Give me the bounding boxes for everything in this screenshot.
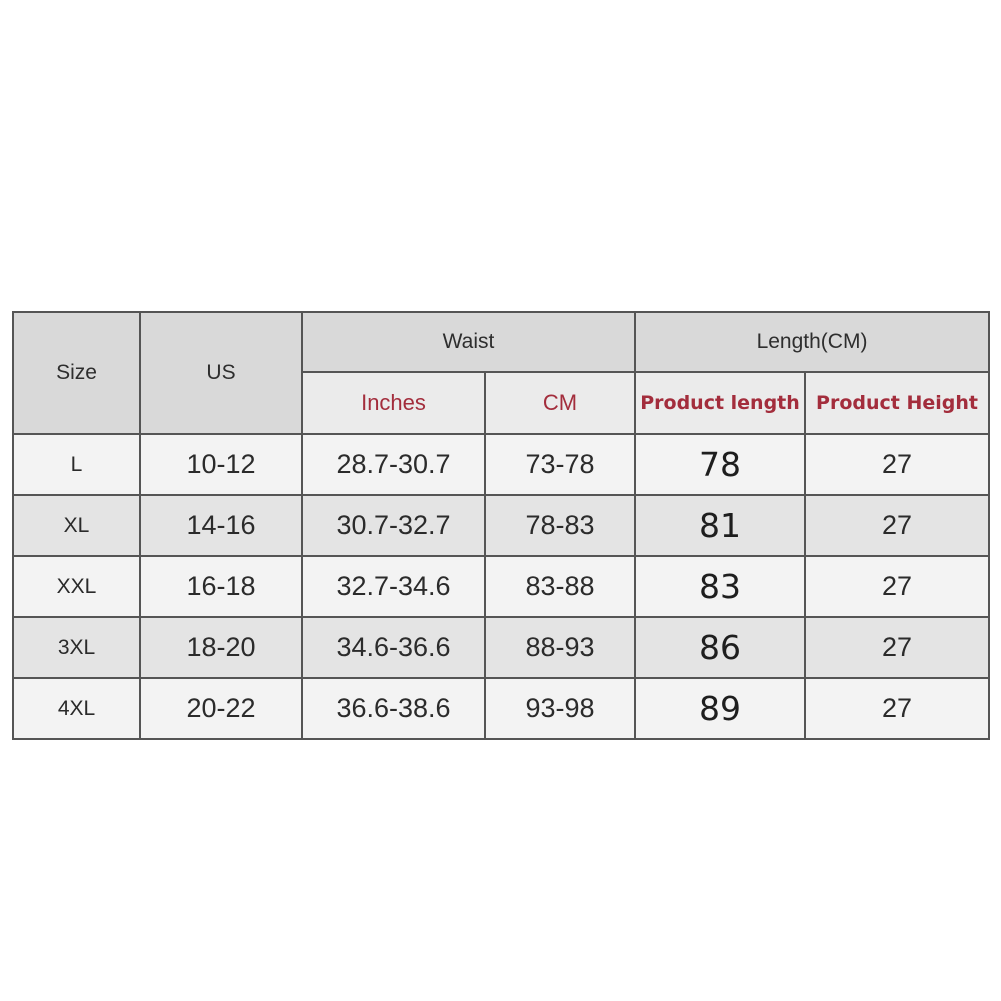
subheader-inches: Inches: [302, 372, 485, 434]
cell-size: L: [13, 434, 140, 495]
header-us: US: [140, 312, 302, 434]
cell-size: 4XL: [13, 678, 140, 739]
cell-product-height: 27: [805, 495, 989, 556]
table-row: [13, 556, 989, 617]
size-chart-container: [12, 311, 990, 740]
header-waist: Waist: [302, 312, 635, 372]
table-row: [13, 495, 989, 556]
cell-size: 3XL: [13, 617, 140, 678]
cell-product-length: 78: [635, 434, 805, 495]
cell-us: 18-20: [140, 617, 302, 678]
cell-cm: 78-83: [485, 495, 635, 556]
subheader-cm: CM: [485, 372, 635, 434]
table-row: [13, 617, 989, 678]
cell-size: XL: [13, 495, 140, 556]
cell-inches: 34.6-36.6: [302, 617, 485, 678]
header-size: Size: [13, 312, 140, 434]
table-row: [13, 678, 989, 739]
cell-cm: 83-88: [485, 556, 635, 617]
cell-product-height: 27: [805, 678, 989, 739]
cell-us: 20-22: [140, 678, 302, 739]
cell-product-height: 27: [805, 617, 989, 678]
subheader-product-length: Product length: [635, 372, 805, 434]
cell-us: 10-12: [140, 434, 302, 495]
cell-cm: 88-93: [485, 617, 635, 678]
cell-cm: 73-78: [485, 434, 635, 495]
cell-us: 14-16: [140, 495, 302, 556]
cell-inches: 28.7-30.7: [302, 434, 485, 495]
subheader-product-height: Product Height: [805, 372, 989, 434]
header-row: [13, 312, 989, 372]
cell-inches: 30.7-32.7: [302, 495, 485, 556]
header-length: Length(CM): [635, 312, 989, 372]
cell-product-height: 27: [805, 556, 989, 617]
cell-product-length: 81: [635, 495, 805, 556]
cell-inches: 32.7-34.6: [302, 556, 485, 617]
cell-us: 16-18: [140, 556, 302, 617]
table-row: [13, 434, 989, 495]
cell-size: XXL: [13, 556, 140, 617]
cell-product-length: 83: [635, 556, 805, 617]
cell-inches: 36.6-38.6: [302, 678, 485, 739]
cell-product-length: 89: [635, 678, 805, 739]
cell-product-length: 86: [635, 617, 805, 678]
size-chart-table: [12, 311, 990, 740]
cell-cm: 93-98: [485, 678, 635, 739]
cell-product-height: 27: [805, 434, 989, 495]
